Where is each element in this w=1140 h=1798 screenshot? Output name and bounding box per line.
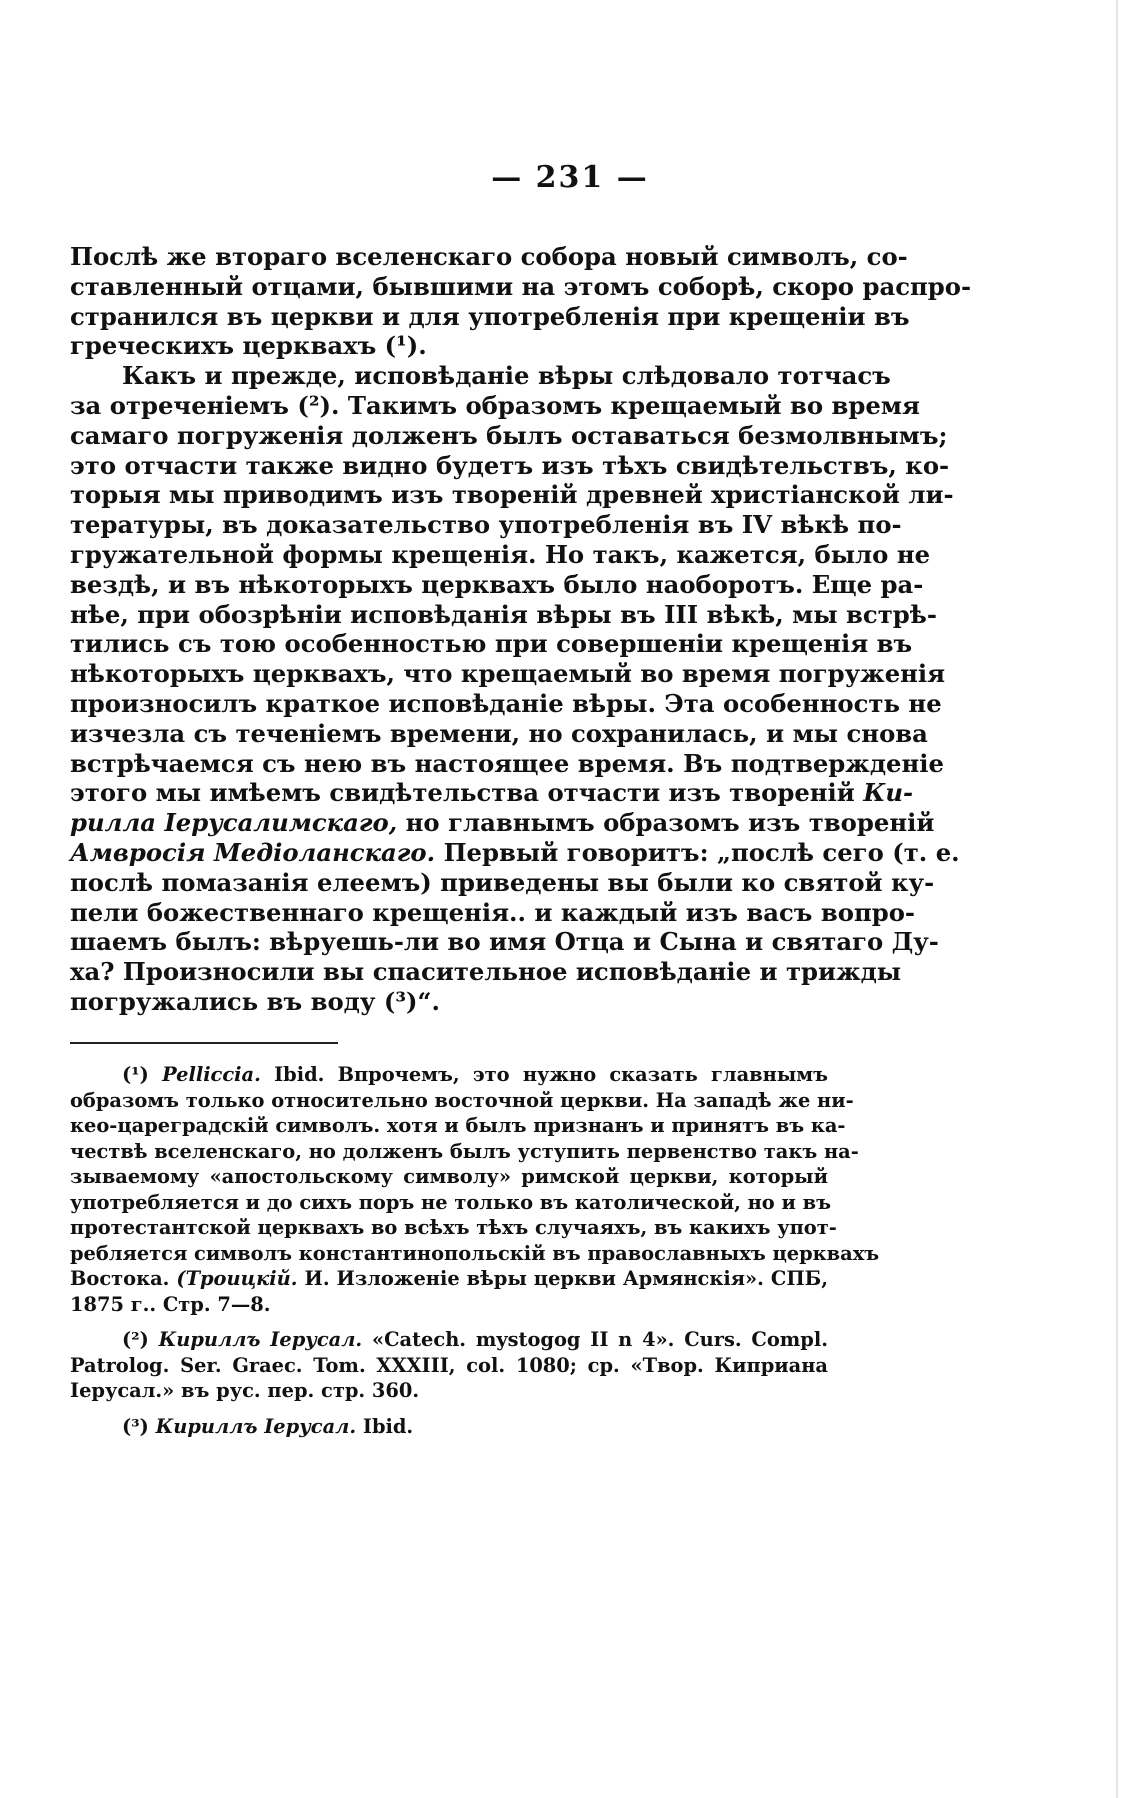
cited-author-name: рилла Іерусалимскаго, xyxy=(70,808,398,838)
footnote-1 xyxy=(70,1062,880,1317)
text-line: произносилъ краткое исповѣданіе вѣры. Эта особенность не xyxy=(70,688,942,718)
text-segment: но главнымъ образомъ изъ твореній xyxy=(397,808,935,838)
text-line: нѣкоторыхъ церквахъ, что крещаемый во время погруженія xyxy=(70,659,946,689)
text-line: греческихъ церквахъ (¹). xyxy=(70,331,427,361)
footnote-marker: (²) xyxy=(122,1328,149,1351)
footnote-line: употребляется и до сихъ поръ не только въ католической, но и въ xyxy=(70,1190,831,1214)
footnote-line xyxy=(70,1327,828,1353)
cited-author-name: Амвросія Медіоланскаго. xyxy=(70,837,436,867)
footnote-marker: (³) xyxy=(122,1414,149,1438)
text-line: погружались въ воду (³)“. xyxy=(70,986,440,1016)
footnote-line xyxy=(70,1266,828,1292)
footnote-line: образомъ только относительно восточной церкви. На западѣ же ни- xyxy=(70,1088,854,1112)
text-line: это отчасти также видно будетъ изъ тѣхъ свидѣтельствъ, ко- xyxy=(70,450,950,480)
text-line xyxy=(70,808,935,838)
paragraph-2 xyxy=(70,361,960,1017)
footnote-line: Patrolog. Ser. Graec. Tom. XXXIII, col. 1080; ср. «Твор. Киприана xyxy=(70,1353,828,1377)
text-line: торыя мы приводимъ изъ твореній древней христіанской ли- xyxy=(70,480,954,510)
main-text xyxy=(70,242,972,1017)
footnote-line: чествѣ вселенскаго, но долженъ былъ уступить первенство такъ на- xyxy=(70,1139,859,1163)
text-segment: Первый говоритъ: „послѣ сего (т. е. xyxy=(435,837,960,867)
cited-author-name: Ки- xyxy=(863,778,914,808)
text-line: шаемъ былъ: вѣруешь-ли во имя Отца и Сына и святаго Ду- xyxy=(70,927,939,957)
text-line xyxy=(70,837,960,868)
footnote-line: зываемому «апостольскому символу» римской церкви, который xyxy=(70,1165,828,1188)
text-line: пели божественнаго крещенія.. и каждый изъ васъ вопро- xyxy=(70,897,916,927)
text-line: послѣ помазанія елеемъ) приведены вы были ко святой ку- xyxy=(70,867,935,897)
footnote-divider xyxy=(70,1042,338,1044)
footnote-3 xyxy=(70,1414,828,1440)
footnote-line: Іерусал.» въ рус. пер. стр. 360. xyxy=(70,1379,420,1402)
footnote-author: Кириллъ Іерусал. xyxy=(158,1328,363,1351)
footnote-line: 1875 г.. Стр. 7—8. xyxy=(70,1292,271,1316)
text-line: гружательной формы крещенія. Но такъ, кажется, было не xyxy=(70,539,931,569)
text-line: изчезла съ теченіемъ времени, но сохранилась, и мы снова xyxy=(70,718,928,748)
page-edge xyxy=(1116,0,1118,1798)
page-number: — 231 — xyxy=(491,160,649,195)
text-line xyxy=(70,778,914,808)
text-segment: этого мы имѣемъ свидѣтельства отчасти изъ твореній xyxy=(70,778,855,808)
footnote-line: протестантской церквахъ во всѣхъ тѣхъ случаяхъ, въ какихъ упот- xyxy=(70,1216,837,1239)
text-line: Какъ и прежде, исповѣданіе вѣры слѣдовало тотчасъ xyxy=(122,361,891,391)
footnote-marker: (¹) xyxy=(122,1063,149,1086)
text-line: тились съ тою особенностью при совершеніи крещенія въ xyxy=(70,629,913,659)
text-line: встрѣчаемся съ нею въ настоящее время. Въ подтвержденіе xyxy=(70,748,944,778)
text-line: ставленный отцами, бывшими на этомъ соборѣ, скоро распро- xyxy=(70,271,972,301)
footnote-line: кео-цареградскій символъ. хотя и былъ признанъ и принятъ въ ка- xyxy=(70,1114,846,1137)
footnote-line: ребляется символъ константинопольскій въ православныхъ церквахъ xyxy=(70,1241,880,1265)
footnote-line xyxy=(70,1062,828,1088)
text-line: Послѣ же втораго вселенскаго собора новый символъ, со- xyxy=(70,242,908,271)
text-line: тературы, въ доказательство употребленія въ IV вѣкѣ по- xyxy=(70,510,902,540)
text-segment: И. Изложеніе вѣры церкви Армянскія». СПБ, xyxy=(297,1267,828,1290)
text-line: нѣе, при обозрѣніи исповѣданія вѣры въ III вѣкѣ, мы встрѣ- xyxy=(70,599,937,629)
footnote-author: (Троицкій. xyxy=(176,1267,298,1290)
text-line: за отреченіемъ (²). Такимъ образомъ крещаемый во время xyxy=(70,390,920,420)
text-segment: Ibid. Впрочемъ, это нужно сказать главнымъ xyxy=(260,1063,828,1086)
text-line: странился въ церкви и для употребленія при крещеніи въ xyxy=(70,301,910,331)
paragraph-1 xyxy=(70,242,972,361)
footnote-2 xyxy=(70,1327,828,1404)
text-line: вездѣ, и въ нѣкоторыхъ церквахъ было наоборотъ. Еще ра- xyxy=(70,569,924,599)
footnotes xyxy=(70,1062,880,1449)
text-segment: «Catech. mystogog II n 4». Curs. Compl. xyxy=(362,1328,828,1351)
footnote-author: Кириллъ Іерусал. xyxy=(155,1414,357,1438)
text-line: самаго погруженія долженъ былъ оставаться безмолвнымъ; xyxy=(70,420,948,450)
text-segment: Ibid. xyxy=(356,1414,414,1438)
footnote-line xyxy=(70,1414,828,1440)
footnote-author: Pelliccia. xyxy=(162,1063,261,1086)
text-line: ха? Произносили вы спасительное исповѣданіе и трижды xyxy=(70,957,902,987)
text-segment: Востока. xyxy=(70,1267,177,1290)
